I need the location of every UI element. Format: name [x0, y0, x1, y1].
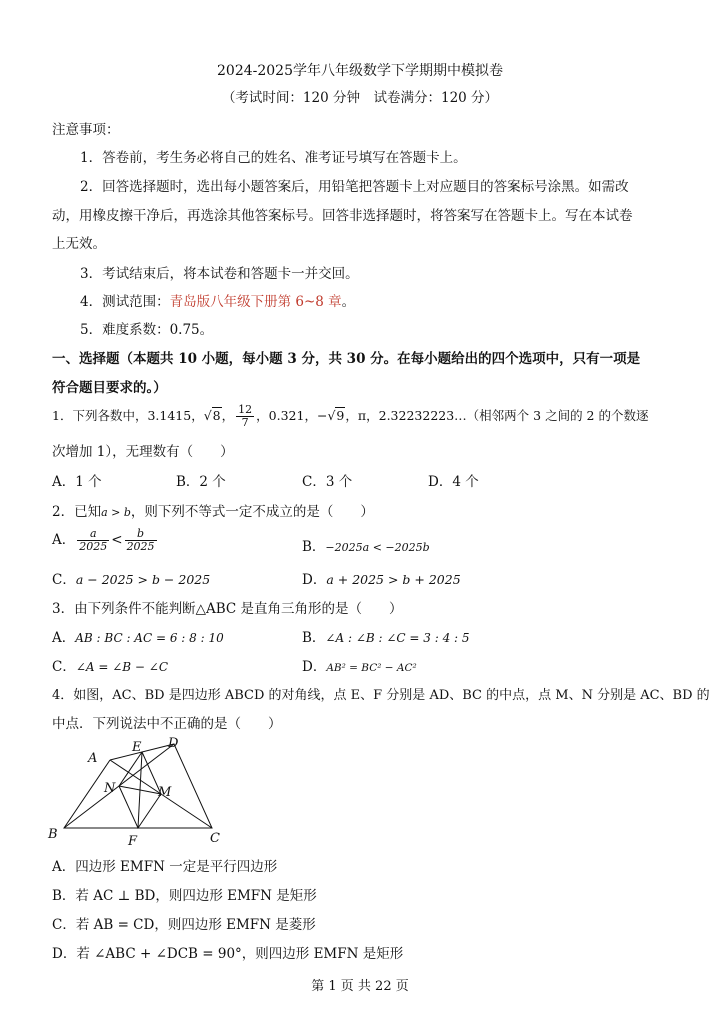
question-1-stem: 1．下列各数中，3.1415，√8， $\frac{12}{7}$ ，0.321，−√9，π，2.32232223…（相邻两个 3 之间的 2 的个数逐 [52, 403, 649, 429]
q2-option-c: C．a − 2025 > b − 2025 [52, 572, 211, 588]
q1-option-a: A．1 个 [52, 474, 102, 490]
q1-neg: − [316, 408, 328, 423]
q1-value-0321: 0.321 [268, 408, 305, 423]
q1-tail: 2.32232223…（相邻两个 3 之间的 2 的个数逐 [378, 408, 649, 423]
label-e: E [132, 740, 142, 755]
q2-option-b: B．−2025a < −2025b [302, 539, 430, 555]
q3-option-d: D．AB² = BC² − AC² [302, 659, 417, 675]
figure-lines [64, 744, 212, 828]
label-b: B [48, 827, 58, 842]
label-a: A [88, 751, 98, 766]
note-4 [80, 290, 355, 310]
note-3: 3．考试结束后，将本试卷和答题卡一并交回。 [80, 266, 359, 282]
test-range: 青岛版八年级下册第 6~8 章 [169, 294, 342, 310]
section-1-heading: 一、选择题（本题共 10 小题，每小题 3 分，共 30 分。在每小题给出的四个选项中，只有一项是 [52, 351, 641, 367]
q1-prefix: 1．下列各数中，3.1415， [52, 408, 204, 423]
q2-option-a: A． $\frac{a}{2025}$ < $\frac{b}{2025}$ [52, 527, 155, 553]
label-c: C [210, 831, 220, 846]
q3-option-b: B．∠A : ∠B : ∠C = 3 : 4 : 5 [302, 630, 470, 646]
label-f: F [128, 834, 138, 849]
quadrilateral-figure [40, 732, 240, 850]
q2-option-d: D．a + 2025 > b + 2025 [302, 572, 461, 588]
q4-option-a: A．四边形 EMFN 一定是平行四边形 [52, 859, 278, 875]
question-2-stem [52, 500, 374, 520]
q4-option-c: C．若 AB = CD，则四边形 EMFN 是菱形 [52, 917, 316, 933]
q3-option-c: C．∠A = ∠B − ∠C [52, 659, 169, 675]
quadrilateral-abcd [64, 744, 212, 828]
label-d: D [168, 736, 179, 751]
note-4-prefix: 4．测试范围： [80, 294, 170, 310]
label-n: N [104, 781, 116, 796]
q4-option-d: D．若 ∠ABC + ∠DCB = 90°，则四边形 EMFN 是矩形 [52, 946, 404, 962]
note-1: 1．答卷前，考生务必将自己的姓名、准考证号填写在答题卡上。 [80, 150, 467, 166]
question-1-stem-cont: 次增加 1），无理数有（ ） [52, 444, 234, 460]
q2-prefix: 2．已知 [52, 504, 102, 520]
q2-suffix: ，则下列不等式一定不成立的是（ ） [130, 504, 374, 520]
exam-info: （考试时间：120 分钟 试卷满分：120 分） [221, 90, 499, 106]
page-title: 2024-2025学年八年级数学下学期期中模拟卷 [217, 63, 503, 79]
question-3-stem: 3．由下列条件不能判断△ABC 是直角三角形的是（ ） [52, 601, 403, 617]
question-4-stem-cont: 中点．下列说法中不正确的是（ ） [52, 716, 282, 732]
note-2-line-1: 2．回答选择题时，选出每小题答案后，用铅笔把答题卡上对应题目的答案标号涂黑。如需改 [80, 179, 629, 195]
notes-heading: 注意事项： [52, 122, 120, 138]
q1-sqrt9: √9 [327, 408, 345, 423]
page-number: 第 1 页 共 22 页 [311, 979, 409, 994]
note-5: 5．难度系数：0.75。 [80, 322, 214, 338]
q1-option-d: D．4 个 [428, 474, 479, 490]
question-4-stem: 4．如图，AC、BD 是四边形 ABCD 的对角线，点 E、F 分别是 AD、BC 的中点，点 M、N 分别是 AC、BD 的 [52, 688, 710, 703]
q3-option-a: A．AB : BC : AC = 6 : 8 : 10 [52, 630, 224, 646]
label-m: M [158, 785, 172, 800]
q1-option-b: B．2 个 [176, 474, 226, 490]
section-1-heading-cont: 符合题目要求的。） [52, 380, 167, 396]
note-2-line-2: 动，用橡皮擦干净后，再选涂其他答案标号。回答非选择题时，将答案写在答题卡上。写在本试卷 [52, 208, 633, 224]
note-4-suffix: 。 [341, 294, 356, 310]
q1-option-c: C．3 个 [302, 474, 353, 490]
q1-fraction: $\frac{12}{7}$ [238, 403, 253, 429]
q1-sqrt8: √8 [203, 408, 221, 423]
q2-condition: a > b [101, 506, 131, 519]
q1-pi: π [357, 408, 367, 423]
note-2-line-3: 上无效。 [52, 236, 106, 252]
q4-option-b: B．若 AC ⊥ BD，则四边形 EMFN 是矩形 [52, 888, 317, 904]
